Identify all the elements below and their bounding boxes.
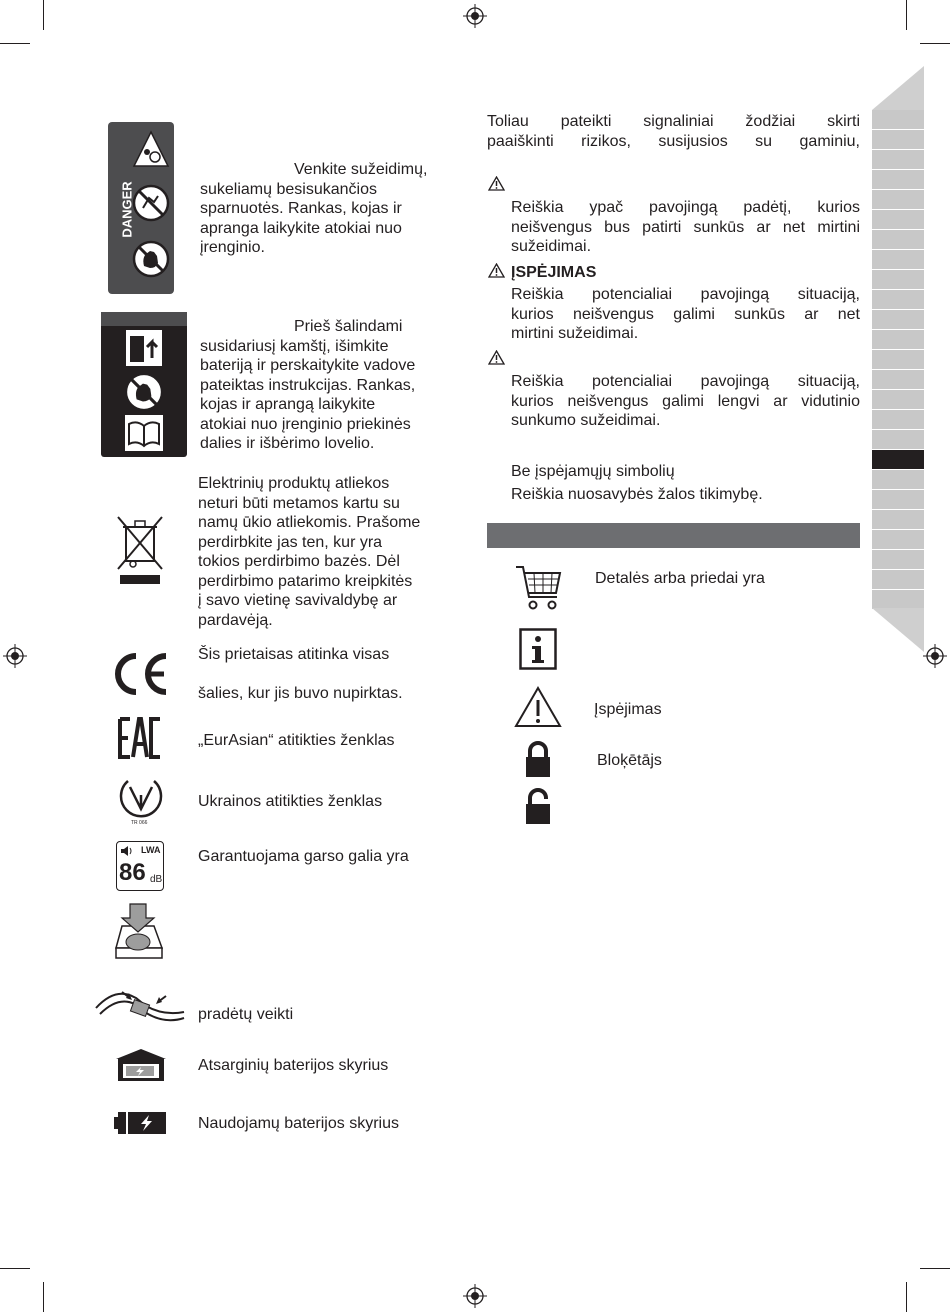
text-line: sukeliamų besisukančios [200, 180, 377, 198]
warning-triangle-icon [488, 263, 505, 278]
battery-compartment-icon [114, 1111, 168, 1135]
no-hand-icon [124, 372, 164, 412]
text-line: neišvengus bus patirti sunkūs ar net mirtini [511, 218, 860, 236]
ce-mark-icon [110, 652, 170, 696]
language-tab[interactable] [872, 110, 924, 129]
crop-mark [906, 1282, 907, 1312]
crop-mark [0, 1268, 30, 1269]
weee-text [198, 474, 468, 630]
language-tab[interactable] [872, 230, 924, 249]
info-icon [519, 628, 557, 670]
tab-triangle-bottom [872, 608, 924, 652]
caution-symbol-text: Įspėjimas [594, 701, 662, 718]
warning-description [511, 285, 860, 344]
caution-description [511, 372, 860, 431]
shopping-cart-icon [514, 563, 564, 613]
language-tab[interactable] [872, 530, 924, 549]
read-manual-icon [124, 414, 164, 452]
crop-mark [0, 43, 30, 44]
language-tab-active[interactable] [872, 450, 924, 469]
used-battery-text: Naudojamų baterijos skyrius [198, 1115, 399, 1132]
text-line: perdirbimo patarimo kreipkitės [198, 572, 413, 590]
text-line: sparnuotės. Rankas, kojas ir [200, 200, 402, 217]
ukraine-code: TR 066 [131, 820, 148, 826]
text-line: įrenginio. [200, 239, 265, 256]
lwa-value: 86 [119, 859, 146, 886]
text-line: dalies ir išbėrimo lovelio. [200, 435, 375, 452]
sound-text: Garantuojama garso galia yra [198, 848, 409, 865]
language-tab[interactable] [872, 430, 924, 449]
crop-mark [906, 0, 907, 30]
language-tab[interactable] [872, 310, 924, 329]
cart-text: Detalės arba priedai yra [595, 570, 765, 587]
registration-mark-icon [463, 4, 487, 28]
caution-symbol-icon [514, 686, 562, 728]
text-line: sunkumo sužeidimai. [511, 412, 661, 429]
text-line: sužeidimai. [511, 238, 592, 255]
text-line: kurios neišvengus galimi sunkūs ar net [511, 305, 860, 323]
start-text: pradėtų veikti [198, 1006, 294, 1023]
text-line: Prieš šalindami [294, 318, 403, 335]
language-tab[interactable] [872, 410, 924, 429]
spare-battery-text: Atsarginių baterijos skyrius [198, 1057, 389, 1074]
sound-power-label [116, 841, 164, 891]
language-tab[interactable] [872, 590, 924, 609]
text-line: kurios neišvengus galimi lengvi ar vidutinio [511, 392, 860, 410]
danger-label-icon [108, 122, 174, 294]
eac-text: „EurAsian“ atitikties ženklas [198, 732, 395, 749]
unlock-icon [524, 788, 552, 826]
text-line: kojas ir aprangą laikykite [200, 396, 376, 413]
text-line: Elektrinių produktų atliekos [198, 475, 390, 492]
text-line: tokios perdirbimo bazės. Dėl [198, 553, 400, 570]
language-tab[interactable] [872, 290, 924, 309]
remove-key-label-icon [101, 312, 187, 457]
registration-mark-icon [463, 1284, 487, 1308]
language-tab[interactable] [872, 370, 924, 389]
language-tab[interactable] [872, 350, 924, 369]
lwa-unit: dB [150, 874, 163, 885]
language-tab[interactable] [872, 270, 924, 289]
text-line: Toliau pateikti signaliniai žodžiai skirti [487, 113, 860, 130]
language-tab[interactable] [872, 470, 924, 489]
lwa-label: LWA [141, 845, 161, 855]
text-line: perdirbkite jas ten, kur yra [198, 533, 383, 551]
language-tab[interactable] [872, 510, 924, 529]
text-line: atokiai nuo įrenginio priekinės [200, 415, 411, 433]
speaker-icon [120, 845, 134, 857]
text-line: pateiktas instrukcijas. Rankas, [200, 376, 416, 394]
text-line: paaiškinti rizikos, susijusios su gaminiu, [487, 132, 860, 150]
crop-mark [43, 1282, 44, 1312]
language-tab[interactable] [872, 570, 924, 589]
spare-battery-compartment-icon [114, 1047, 168, 1083]
text-line: namų ūkio atliekomis. Prašome [198, 514, 421, 531]
text-line: apranga laikykite atokiai nuo [200, 219, 402, 237]
notice-line-1: Be įspėjamųjų simbolių [511, 463, 675, 480]
registration-mark-icon [3, 644, 27, 668]
language-tab[interactable] [872, 130, 924, 149]
signal-words-intro [487, 112, 860, 151]
caution-triangle-icon [488, 350, 505, 365]
press-button-icon [108, 902, 170, 968]
language-tab[interactable] [872, 190, 924, 209]
remove-key-warning-text [200, 317, 460, 454]
language-tab[interactable] [872, 330, 924, 349]
language-tab[interactable] [872, 550, 924, 569]
danger-description [511, 198, 860, 257]
text-line: Reiškia potencialiai pavojingą situaciją, [511, 286, 860, 303]
lock-text: Bloķētājs [597, 752, 662, 769]
text-line: į savo vietinę savivaldybę ar [198, 592, 398, 609]
text-line: neturi būti metamos kartu su [198, 494, 400, 512]
danger-triangle-icon [488, 176, 505, 191]
warning-heading: ĮSPĖJIMAS [511, 264, 597, 281]
text-line: susidariusį kamštį, išimkite [200, 337, 389, 355]
text-line: bateriją ir perskaitykite vadove [200, 357, 416, 374]
remove-battery-icon [124, 328, 164, 368]
squeeze-handle-icon [92, 978, 188, 1034]
section-header-bar [487, 523, 860, 548]
no-hands-blade-icon [132, 184, 170, 222]
lock-icon [524, 741, 552, 779]
language-tab[interactable] [872, 170, 924, 189]
ukraine-conformity-mark-icon [118, 773, 164, 823]
no-hand-icon [132, 240, 170, 278]
registration-mark-icon [923, 644, 947, 668]
text-line: mirtini sužeidimai. [511, 325, 639, 342]
crop-mark [920, 43, 950, 44]
text-line: Reiškia potencialiai pavojingą situaciją, [511, 373, 860, 390]
ce-line-1: Šis prietaisas atitinka visas [198, 646, 390, 663]
eac-mark-icon [118, 716, 162, 760]
text-line: Reiškia ypač pavojingą padėtį, kurios [511, 199, 860, 216]
ua-text: Ukrainos atitikties ženklas [198, 793, 383, 810]
text-line: pardavėją. [198, 611, 273, 629]
ce-line-2: šalies, kur jis buvo nupirktas. [198, 685, 403, 702]
danger-label-text: DANGER [119, 181, 135, 238]
notice-line-2: Reiškia nuosavybės žalos tikimybę. [511, 486, 763, 503]
language-tab[interactable] [872, 390, 924, 409]
tab-triangle-top [872, 66, 924, 110]
language-tab[interactable] [872, 150, 924, 169]
language-tab[interactable] [872, 250, 924, 269]
blade-warning-text [200, 160, 460, 258]
language-tab[interactable] [872, 490, 924, 509]
language-tab[interactable] [872, 210, 924, 229]
language-tabs [872, 110, 924, 610]
weee-bin-icon [115, 515, 165, 585]
crop-mark [920, 1268, 950, 1269]
crop-mark [43, 0, 44, 30]
rotating-blade-warning-icon [132, 130, 170, 170]
text-line: Venkite sužeidimų, [294, 161, 428, 178]
